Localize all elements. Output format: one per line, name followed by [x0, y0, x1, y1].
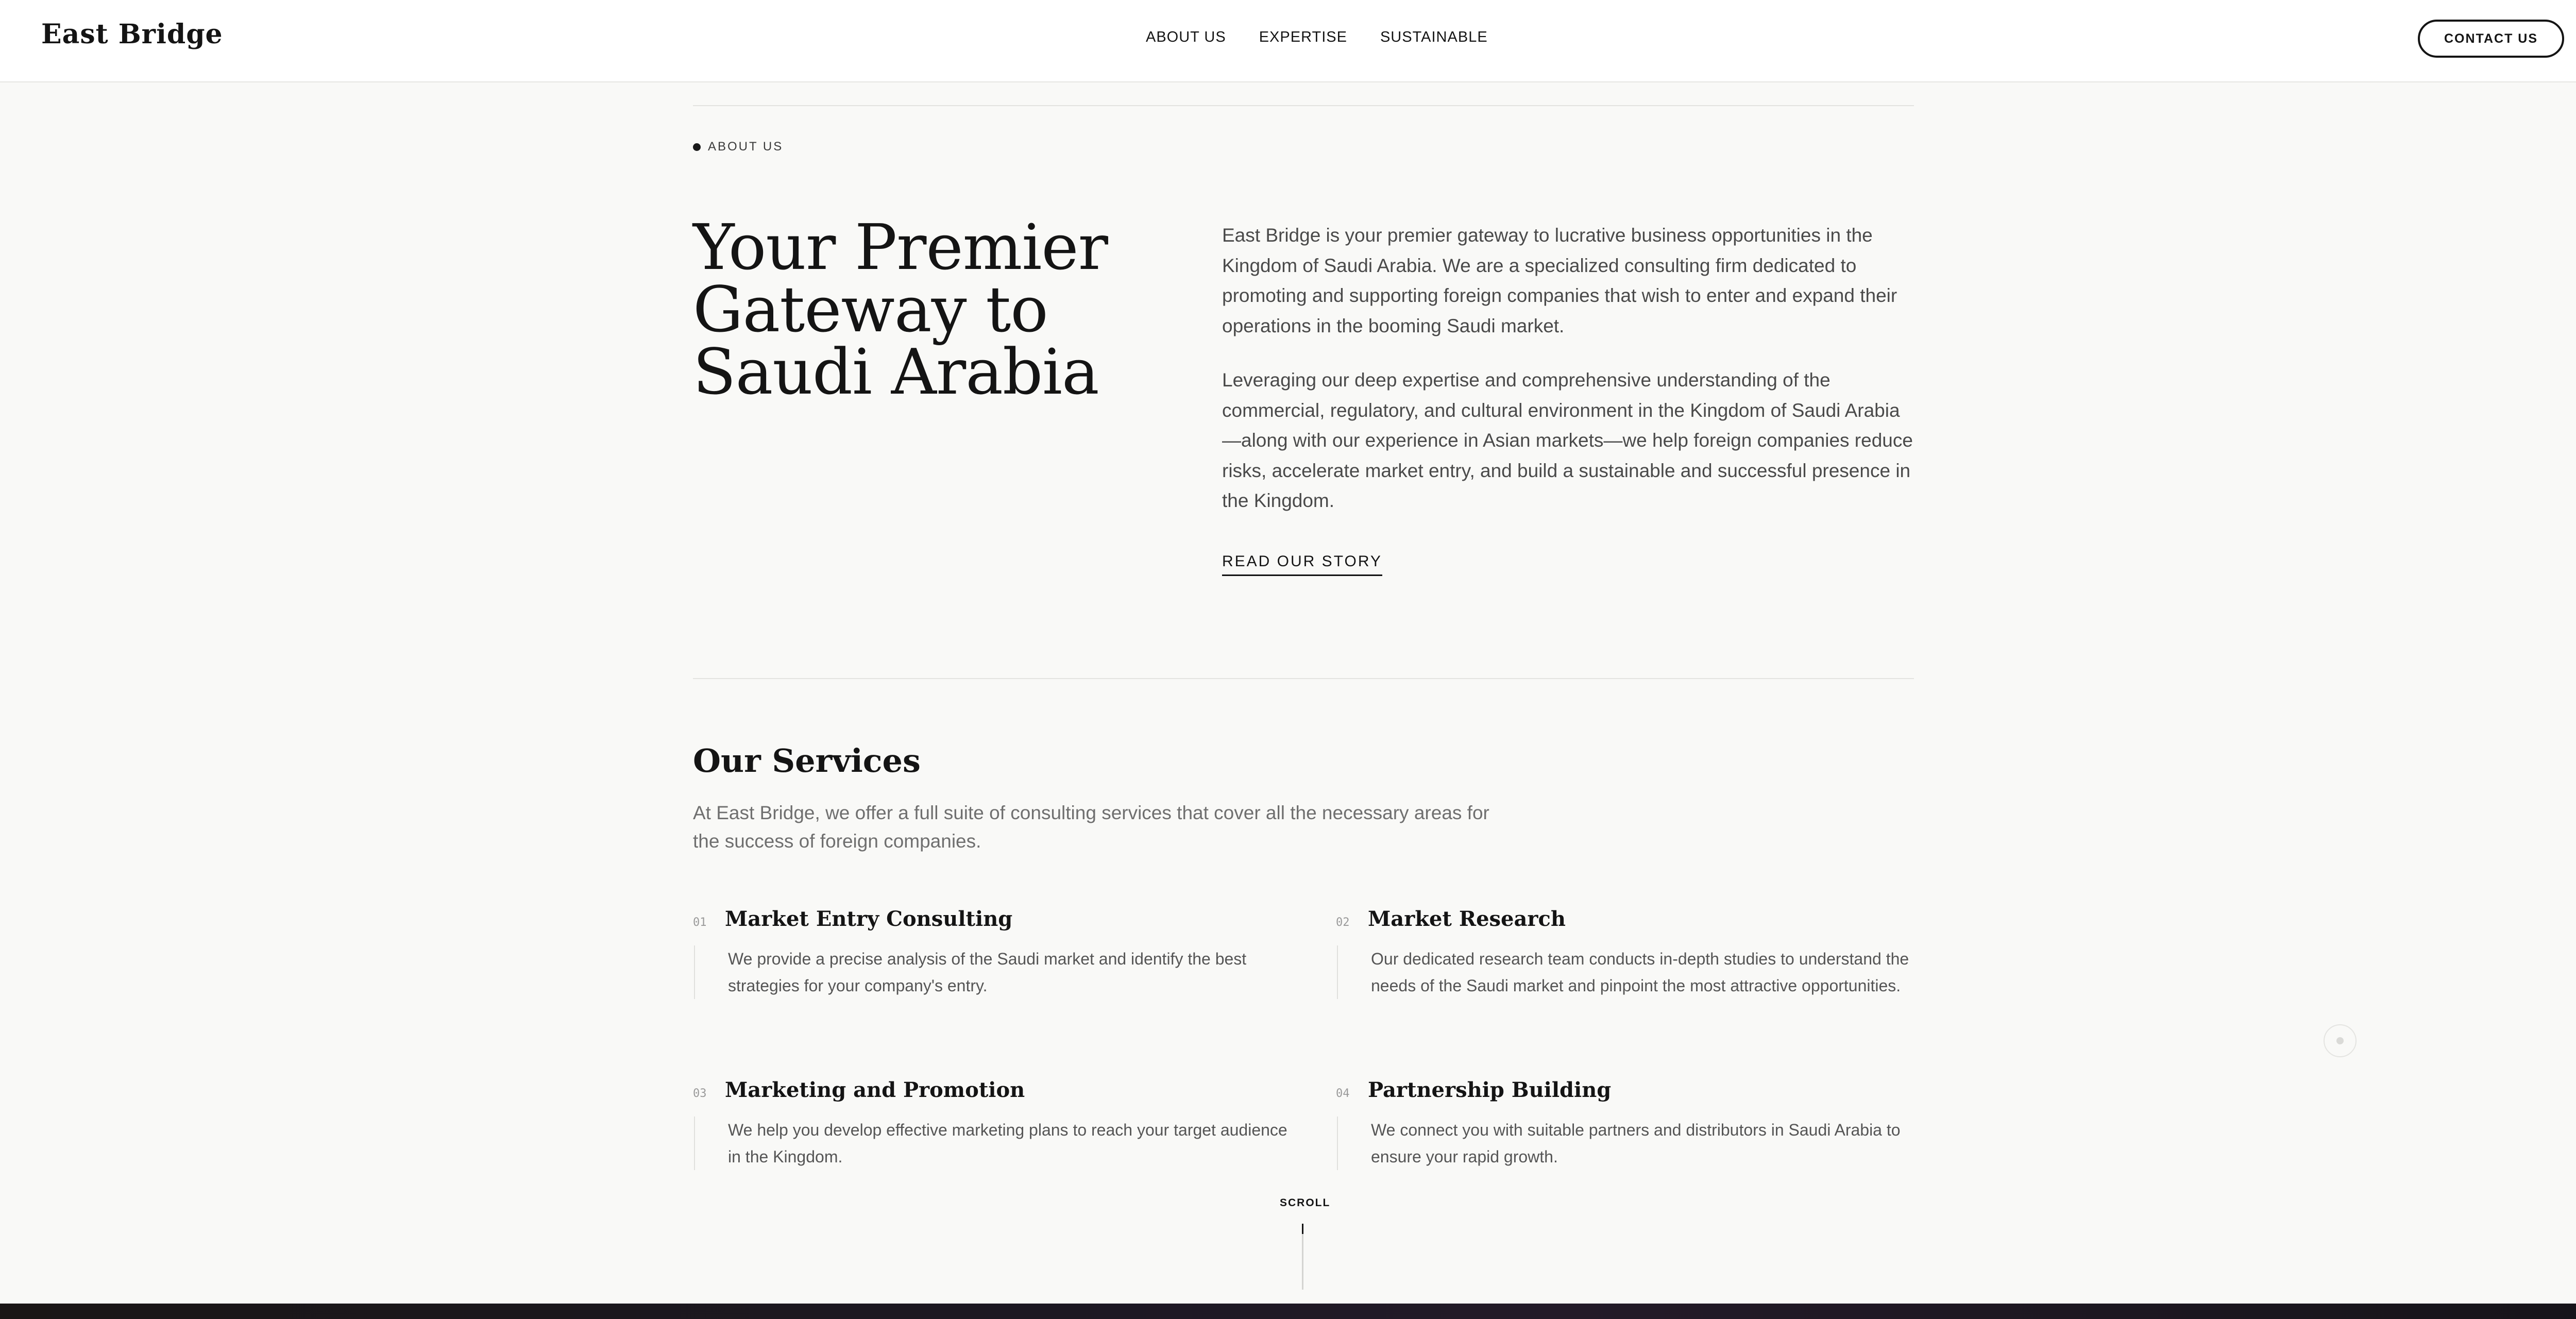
page-title: Your Premier Gateway to Saudi Arabia — [693, 211, 1108, 409]
service-item-marketing — [693, 1078, 1291, 1170]
about-paragraph-2: Leveraging our deep expertise and comprehensive understanding of the commercial, regulatory, and cultural environment in the Kingdom of Saudi Arabia—along with our experience in Asian markets—we help foreign companies reduce risks, accelerate market entry, and build a sustainable and successful presence in the Kingdom. — [1222, 369, 1913, 511]
about-eyebrow — [693, 140, 783, 154]
floating-cursor-icon[interactable] — [2324, 1024, 2357, 1057]
service-name: Marketing and Promotion — [725, 1078, 1025, 1102]
service-number: 04 — [1336, 1087, 1350, 1100]
service-number: 03 — [693, 1087, 707, 1100]
scroll-indicator-label: SCROLL — [1280, 1197, 1331, 1209]
service-description: We help you develop effective marketing plans to reach your target audience in the Kingdom. — [694, 1117, 1291, 1170]
cursor-dot-icon — [2336, 1037, 2344, 1044]
service-name: Market Entry Consulting — [725, 907, 1013, 931]
nav-sustainable[interactable]: SUSTAINABLE — [1380, 29, 1488, 45]
next-section-edge — [0, 1304, 2576, 1319]
service-number: 01 — [693, 916, 707, 929]
site-header — [0, 0, 2576, 82]
contact-us-button[interactable]: CONTACT US — [2418, 20, 2564, 58]
service-name: Partnership Building — [1368, 1078, 1612, 1102]
scroll-indicator-progress — [1302, 1224, 1303, 1234]
about-description — [1222, 221, 1915, 516]
service-item-market-entry — [693, 907, 1291, 999]
main-nav — [1146, 29, 1488, 46]
service-item-partnership — [1336, 1078, 1934, 1170]
service-description: We provide a precise analysis of the Saudi market and identify the best strategies for your company's entry. — [694, 945, 1291, 999]
nav-about-us[interactable]: ABOUT US — [1146, 29, 1226, 45]
logo[interactable]: East Bridge — [41, 19, 223, 50]
divider-top — [693, 105, 1914, 106]
scroll-indicator-line — [1302, 1224, 1303, 1290]
bullet-dot-icon — [693, 143, 701, 151]
service-description: We connect you with suitable partners and distributors in Saudi Arabia to ensure your rapid growth. — [1337, 1117, 1934, 1170]
services-title: Our Services — [693, 742, 921, 780]
read-our-story-link[interactable]: READ OUR STORY — [1222, 553, 1382, 576]
divider-middle — [693, 678, 1914, 679]
service-number: 02 — [1336, 916, 1350, 929]
about-paragraph-1: East Bridge is your premier gateway to lucrative business opportunities in the Kingdom of Saudi Arabia. We are a specialized consulting firm dedicated to promoting and supporting foreign companies that wish to enter and expand their operations in the booming Saudi market. — [1222, 225, 1897, 336]
service-name: Market Research — [1368, 907, 1566, 931]
service-item-market-research — [1336, 907, 1934, 999]
eyebrow-label: ABOUT US — [708, 140, 784, 154]
nav-expertise[interactable]: EXPERTISE — [1259, 29, 1347, 45]
services-intro: At East Bridge, we offer a full suite of consulting services that cover all the necessary areas for the success of foreign companies. — [693, 802, 1489, 852]
service-description: Our dedicated research team conducts in-depth studies to understand the needs of the Saudi market and pinpoint the most attractive opportunities. — [1337, 945, 1934, 999]
